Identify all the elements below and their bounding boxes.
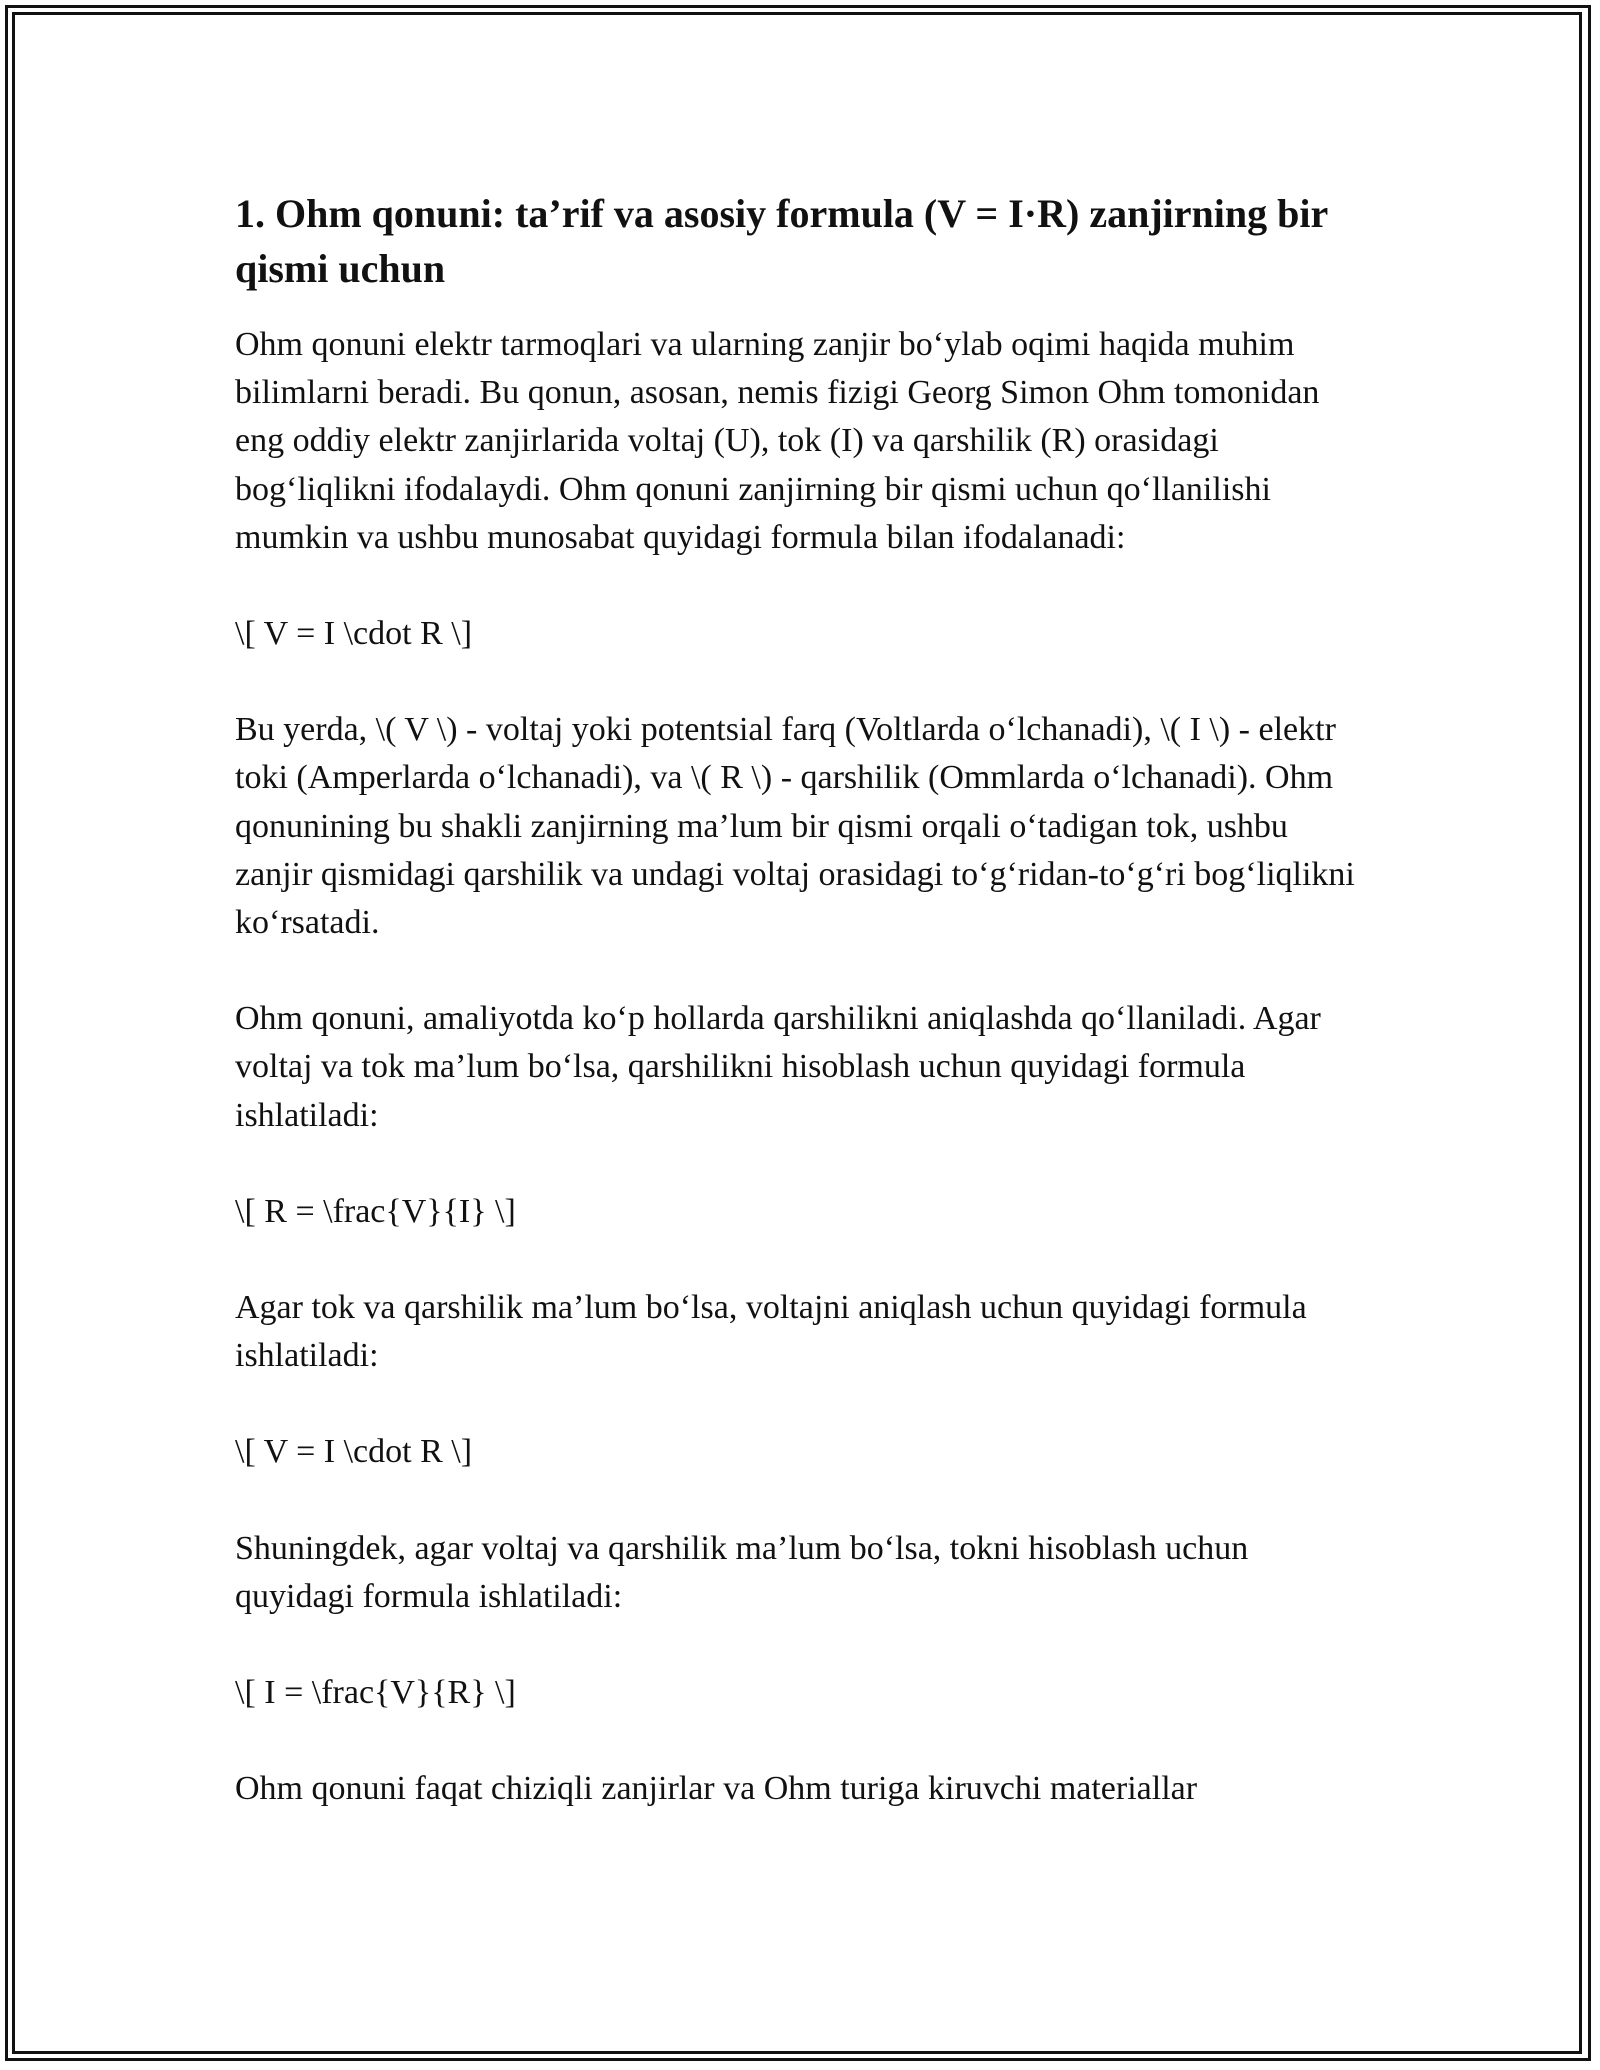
- paragraph-intro: Ohm qonuni elektr tarmoqlari va ularning zanjir bo‘ylab oqimi haqida muhim bilimlarni beradi. Bu qonun, asosan, nemis fizigi Georg Simon Ohm tomonidan eng oddiy elektr zanjirlarida voltaj (U), tok (I) va qarshilik (R) orasidagi bog‘liqlikni ifodalaydi. Ohm qonuni zanjirning bir qismi uchun qo‘llanilishi mumkin va ushbu munosabat quyidagi formula bilan ifodalanadi:: [235, 326, 1320, 556]
- document-body: [235, 186, 1365, 1861]
- section-heading: 1. Ohm qonuni: ta’rif va asosiy formula (V = I·R) zanjirning bir qismi uchun: [235, 191, 1328, 291]
- paragraph-variables: Bu yerda, \( V \) - voltaj yoki potentsial farq (Voltlarda o‘lchanadi), \( I \) - elektr toki (Amperlarda o‘lchanadi), va \( R \) - qarshilik (Ommlarda o‘lchanadi). Ohm qonunining bu shakli zanjirning ma’lum bir qismi orqali o‘tadigan tok, ushbu zanjir qismidagi qarshilik va undagi voltaj orasidagi to‘g‘ridan-to‘g‘ri bog‘liqlikni ko‘rsatadi.: [235, 711, 1355, 942]
- paragraph-voltage: Agar tok va qarshilik ma’lum bo‘lsa, voltajni aniqlash uchun quyidagi formula ishlatiladi:: [235, 1289, 1307, 1375]
- formula-v-equals-ir: \[ V = I \cdot R \]: [235, 615, 473, 653]
- formula-i-equals-v-over-r: \[ I = \frac{V}{R} \]: [235, 1674, 516, 1712]
- paragraph-resistance: Ohm qonuni, amaliyotda ko‘p hollarda qarshilikni aniqlashda qo‘llaniladi. Agar voltaj va tok ma’lum bo‘lsa, qarshilikni hisoblash uchun quyidagi formula ishlatiladi:: [235, 1000, 1321, 1134]
- paragraph-closing: Ohm qonuni faqat chiziqli zanjirlar va Ohm turiga kiruvchi materiallar: [235, 1770, 1198, 1808]
- paragraph-current: Shuningdek, agar voltaj va qarshilik ma’lum bo‘lsa, tokni hisoblash uchun quyidagi formula ishlatiladi:: [235, 1529, 1249, 1615]
- formula-v-equals-ir-repeat: \[ V = I \cdot R \]: [235, 1433, 473, 1471]
- formula-r-equals-v-over-i: \[ R = \frac{V}{I} \]: [235, 1192, 516, 1230]
